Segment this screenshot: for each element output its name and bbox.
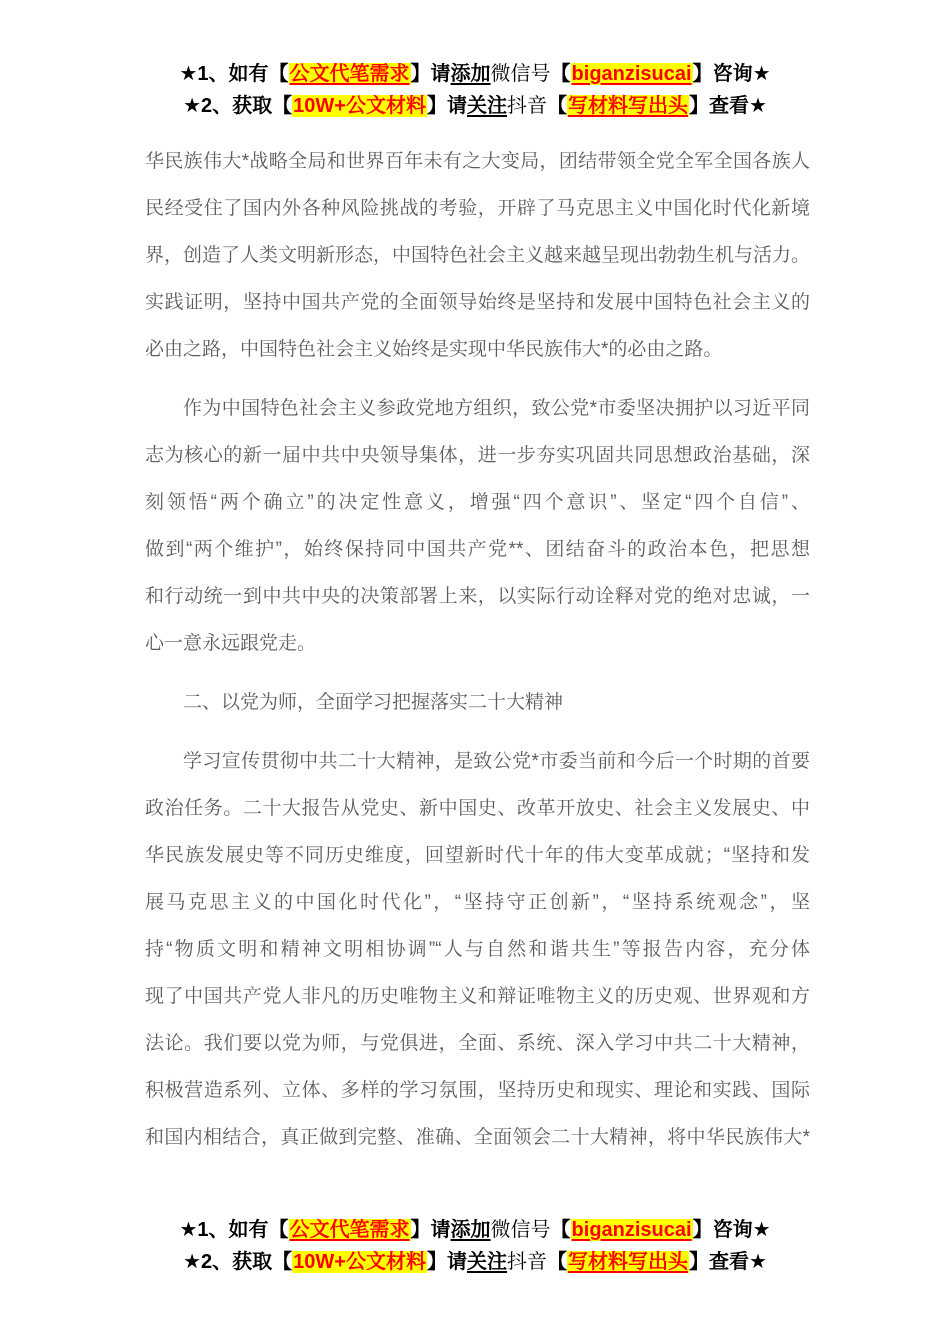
promo-connector-please: 】请: [410, 63, 451, 85]
promo-prefix-2: ★2、获取【: [183, 1251, 293, 1273]
section-heading: [145, 679, 810, 726]
promo-line-2: [0, 1246, 950, 1278]
body-line: 志为核心的新一届中共中央领导集体，进一步夯实巩固共同思想政治基础，深: [145, 445, 810, 466]
promo-keyword-materials: 10W+公文材料: [293, 1251, 426, 1273]
body-line: 展马克思主义的中国化时代化”，“坚持守正创新”，“坚持系统观念”，坚: [145, 892, 810, 913]
promo-header: [0, 0, 950, 122]
promo-line-2: [0, 90, 950, 122]
promo-footer: [0, 1214, 950, 1278]
document-body: [145, 138, 810, 1161]
body-line: 现了中国共产党人非凡的历史唯物主义和辩证唯物主义的历史观、世界观和方: [145, 986, 810, 1007]
promo-connector-please: 】请: [426, 95, 467, 117]
body-paragraph-1: [145, 138, 810, 373]
body-paragraph-4: [145, 738, 810, 1161]
body-line: 华民族伟大*战略全局和世界百年未有之大变局，团结带领全党全军全国各族人: [145, 151, 810, 172]
promo-action-add: 添加: [450, 63, 491, 85]
body-line: 作为中国特色社会主义参政党地方组织，致公党*市委坚决拥护以习近平同: [183, 398, 810, 419]
promo-suffix-consult: 】咨询★: [692, 63, 771, 85]
promo-suffix-view: 】查看★: [688, 1251, 767, 1273]
promo-prefix-2: ★2、获取【: [183, 95, 293, 117]
body-line: 必由之路，中国特色社会主义始终是实现中华民族伟大*的必由之路。: [145, 339, 723, 360]
promo-bracket-open: 【: [550, 63, 571, 85]
promo-bracket-open: 【: [546, 1251, 567, 1273]
body-line: 实践证明，坚持中国共产党的全面领导始终是坚持和发展中国特色社会主义的: [145, 292, 810, 313]
promo-douyin-account: 写材料写出头: [567, 95, 688, 117]
body-line: 持“物质文明和精神文明相协调”“人与自然和谐共生”等报告内容，充分体: [145, 939, 810, 960]
promo-prefix-1: ★1、如有【: [179, 1219, 289, 1241]
promo-wechat-id: biganzisucai: [571, 1219, 692, 1241]
body-line: 和行动统一到中共中央的决策部署上来，以实际行动诠释对党的绝对忠诚，一: [145, 586, 810, 607]
body-line: 心一意永远跟党走。: [145, 633, 317, 654]
body-line: 积极营造系列、立体、多样的学习氛围，坚持历史和现实、理论和实践、国际: [145, 1080, 810, 1101]
body-line: 政治任务。二十大报告从党史、新中国史、改革开放史、社会主义发展史、中: [145, 798, 810, 819]
promo-keyword-writing-service: 公文代笔需求: [289, 1219, 410, 1241]
promo-connector-please: 】请: [410, 1219, 451, 1241]
body-paragraph-2: [145, 385, 810, 667]
promo-keyword-materials: 10W+公文材料: [293, 95, 426, 117]
heading-line: 二、以党为师，全面学习把握落实二十大精神: [183, 692, 564, 713]
promo-connector-please: 】请: [426, 1251, 467, 1273]
promo-douyin-account: 写材料写出头: [567, 1251, 688, 1273]
promo-douyin-label: 抖音: [506, 1251, 547, 1273]
body-line: 和国内相结合，真正做到完整、准确、全面领会二十大精神，将中华民族伟大*: [145, 1127, 810, 1148]
promo-line-1: [0, 58, 950, 90]
body-line: 华民族发展史等不同历史维度，回望新时代十年的伟大变革成就；“坚持和发: [145, 845, 810, 866]
promo-keyword-writing-service: 公文代笔需求: [289, 63, 410, 85]
body-line: 学习宣传贯彻中共二十大精神，是致公党*市委当前和今后一个时期的首要: [183, 751, 810, 772]
promo-suffix-consult: 】咨询★: [692, 1219, 771, 1241]
promo-action-add: 添加: [450, 1219, 491, 1241]
promo-action-follow: 关注: [466, 95, 507, 117]
promo-suffix-view: 】查看★: [688, 95, 767, 117]
body-line: 刻领悟“两个确立”的决定性意义，增强“四个意识”、坚定“四个自信”、: [145, 492, 810, 513]
promo-line-1: [0, 1214, 950, 1246]
body-line: 界，创造了人类文明新形态，中国特色社会主义越来越呈现出勃勃生机与活力。: [145, 245, 811, 266]
promo-douyin-label: 抖音: [506, 95, 547, 117]
promo-wechat-label: 微信号: [490, 1219, 551, 1241]
promo-wechat-id: biganzisucai: [571, 63, 692, 85]
promo-action-follow: 关注: [466, 1251, 507, 1273]
body-line: 民经受住了国内外各种风险挑战的考验，开辟了马克思主义中国化时代化新境: [145, 198, 810, 219]
body-line: 做到“两个维护”，始终保持同中国共产党**、团结奋斗的政治本色，把思想: [145, 539, 810, 560]
body-line: 法论。我们要以党为师，与党俱进，全面、系统、深入学习中共二十大精神，: [145, 1033, 810, 1054]
promo-wechat-label: 微信号: [490, 63, 551, 85]
promo-prefix-1: ★1、如有【: [179, 63, 289, 85]
promo-bracket-open: 【: [546, 95, 567, 117]
promo-bracket-open: 【: [550, 1219, 571, 1241]
